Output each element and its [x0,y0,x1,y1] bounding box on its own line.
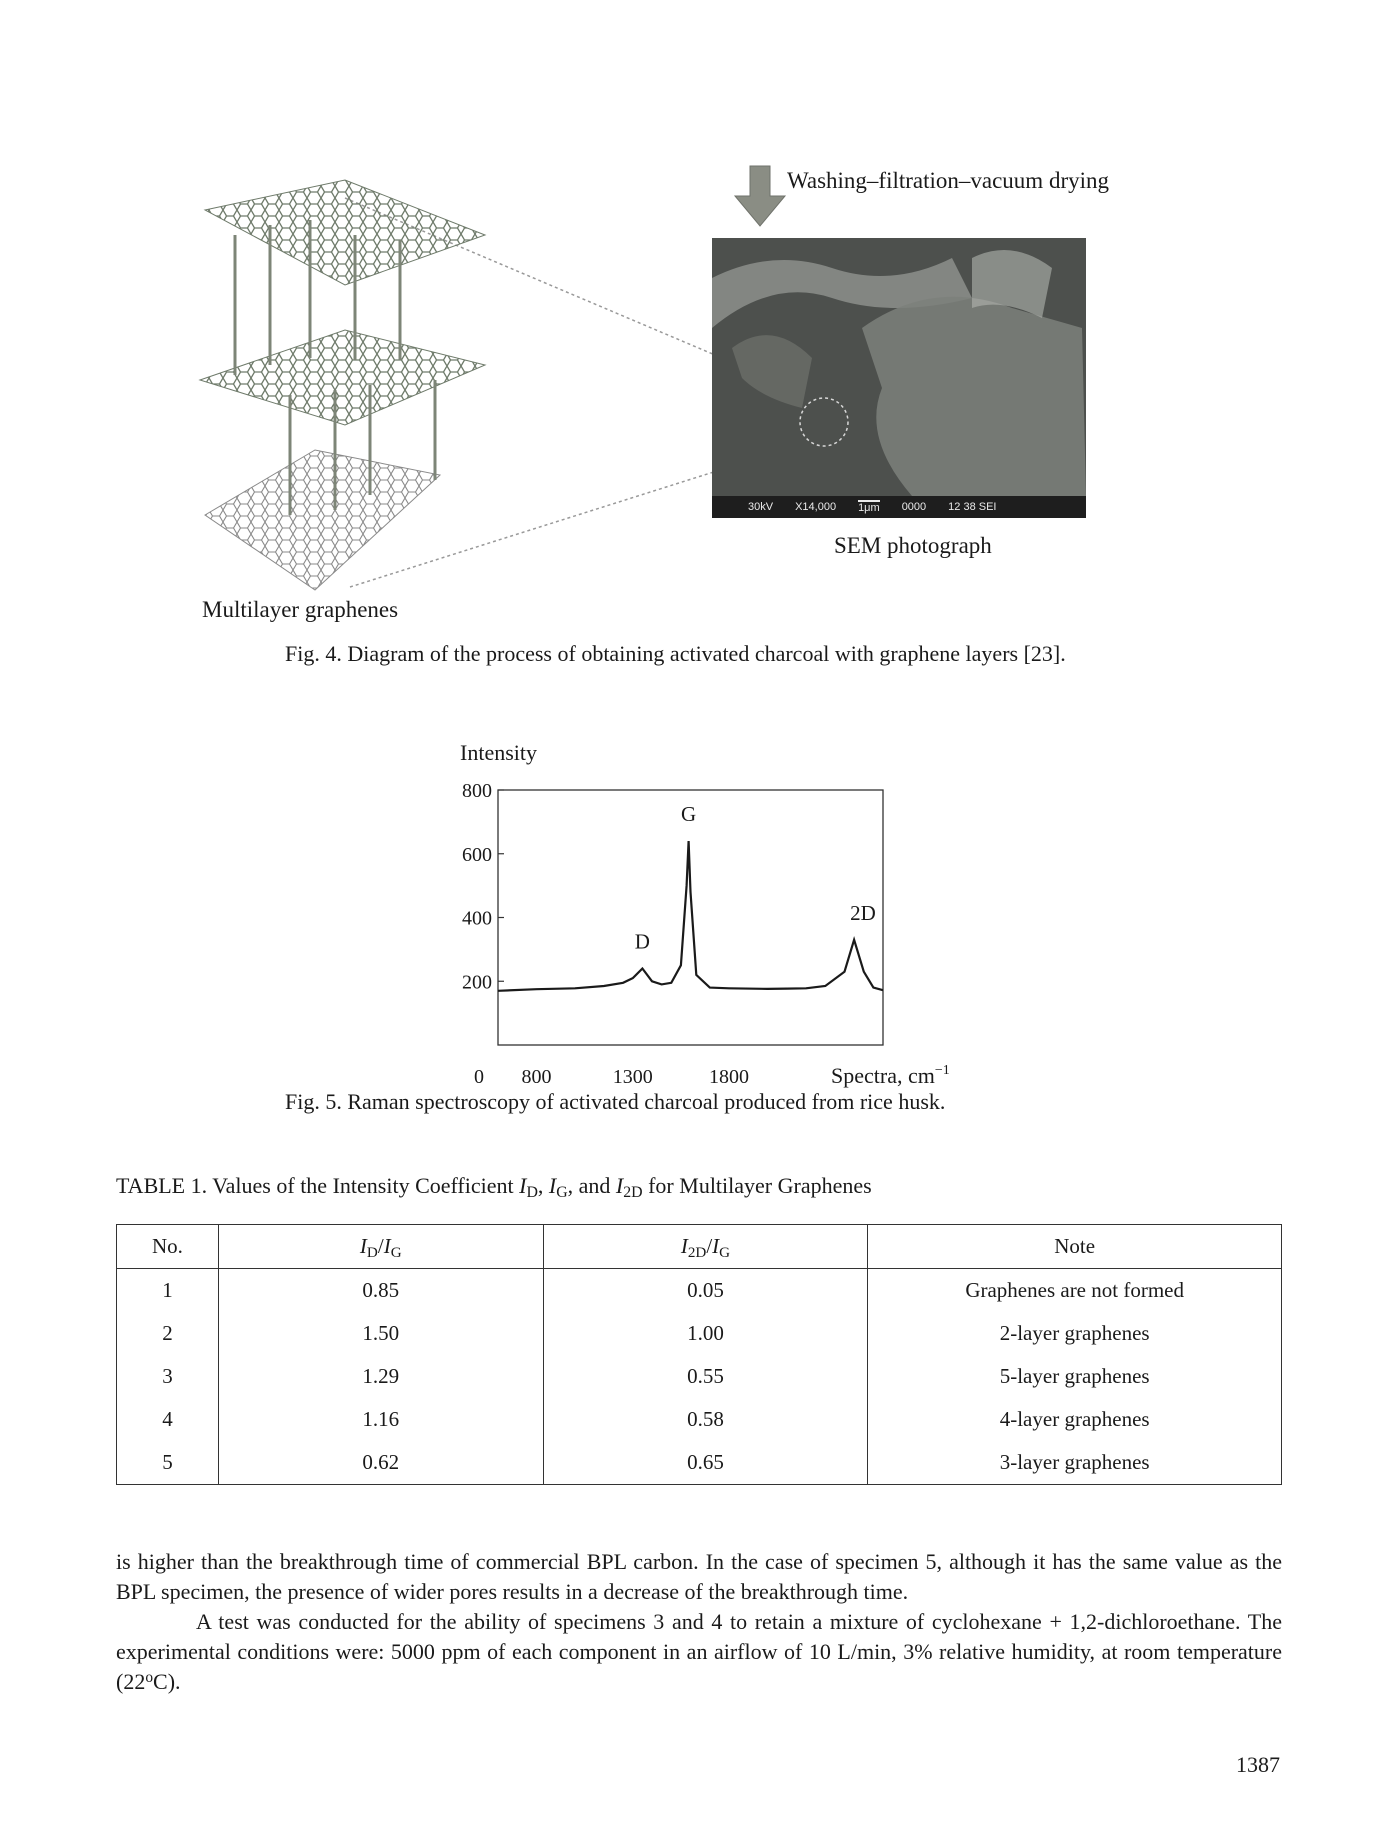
y-tick-label: 800 [462,780,492,802]
cell-id-ig: 0.62 [218,1441,543,1485]
paragraph-2-end: C). [153,1669,181,1694]
raman-series-line [498,841,883,991]
intensity-table [116,1224,1282,1485]
y-tick-label: 600 [462,843,492,866]
paragraph-1: is higher than the breakthrough time of commercial BPL carbon. In the case of specimen 5, although it has the same value as the BPL specimen, the presence of wider pores results in a decrease of the breakthrough time. [116,1549,1282,1604]
y-axis-label: Intensity [460,740,537,765]
x-axis-label: Spectra, $cm^{-1}$ [831,1063,950,1088]
cell-id-ig: 0.85 [218,1269,543,1313]
table-row [117,1269,1282,1313]
x-tick-label: 1300 [612,1066,653,1088]
graphene-sheet-middle [200,330,485,425]
sem-image [712,238,1086,496]
table-row [117,1312,1282,1355]
peak-label-2d: 2D [850,900,876,925]
table-title: TABLE 1. Values of the Intensity Coefficient $I_D$, $I_G$, and $I_{2D}$ for Multilayer Graphenes [116,1173,872,1201]
x-tick-label: 800 [521,1066,552,1088]
table-row [117,1441,1282,1485]
header-i2d-ig: $I_{2D}/I_G$ [543,1225,868,1269]
process-label: Washing–filtration–vacuum drying [787,168,1109,193]
cell-no: 1 [117,1269,219,1313]
cell-note: 5-layer graphenes [868,1355,1282,1398]
sem-detector: 12 38 SEI [948,501,997,513]
cell-no: 4 [117,1398,219,1441]
cell-note: 4-layer graphenes [868,1398,1282,1441]
paragraph-2 [116,1607,1282,1697]
table-row [117,1398,1282,1441]
page-number: 1387 [1236,1752,1280,1777]
cell-id-ig: 1.50 [218,1312,543,1355]
cell-i2d-ig: 0.65 [543,1441,868,1485]
sem-label: SEM photograph [834,533,992,558]
cell-note: Graphenes are not formed [868,1269,1282,1313]
plot-frame [498,790,883,1045]
down-arrow-icon [733,166,787,228]
header-note: Note [868,1225,1282,1269]
figure5-caption: Fig. 5. Raman spectroscopy of activated charcoal produced from rice husk. [285,1089,946,1114]
header-no: No. [117,1225,219,1269]
degree-sup: o [145,1669,154,1687]
sem-info-bar [712,496,1086,518]
sem-id: 0000 [901,501,927,513]
header-id-ig: $I_D/I_G$ [218,1225,543,1269]
cell-note: 2-layer graphenes [868,1312,1282,1355]
x-tick-label: 1800 [709,1066,749,1088]
cell-i2d-ig: 0.58 [543,1398,868,1441]
table-row [117,1355,1282,1398]
figure4-caption: Fig. 4. Diagram of the process of obtaining activated charcoal with graphene layers [23]. [285,641,1066,666]
sem-photograph [712,238,1086,518]
cell-i2d-ig: 0.55 [543,1355,868,1398]
table-header-row [117,1225,1282,1269]
raman-chart [430,735,1000,1088]
table-title-suffix: for Multilayer Graphenes [642,1173,872,1198]
cell-i2d-ig: 1.00 [543,1312,868,1355]
table-title-prefix: TABLE 1. Values of the Intensity Coefficient [116,1173,520,1198]
sem-scale: 1μm [858,502,880,514]
peak-label-d: D [634,929,650,954]
graphene-sheet-top [205,180,485,285]
sem-voltage: 30kV [748,501,774,513]
peak-label-g: G [680,802,697,826]
paragraph-2-text: A test was conducted for the ability of specimens 3 and 4 to retain a mixture of cyclohexane + 1,2-dichloroethane. The experimental conditions were: 5000 ppm of each component in an airflow of 10 L/min, 3% relative humidity, at room temperature (22 [116,1609,1282,1694]
graphene-sheet-bottom [205,450,440,590]
cell-id-ig: 1.16 [218,1398,543,1441]
cell-note: 3-layer graphenes [868,1441,1282,1485]
cell-i2d-ig: 0.05 [543,1269,868,1313]
multilayer-label: Multilayer graphenes [202,597,399,622]
y-tick-label: 400 [462,907,492,930]
cell-id-ig: 1.29 [218,1355,543,1398]
cell-no: 5 [117,1441,219,1485]
sem-magnification: X14,000 [795,501,837,513]
y-tick-label: 0 [474,1066,484,1088]
cell-no: 2 [117,1312,219,1355]
multilayer-graphene-diagram [195,180,495,600]
cell-no: 3 [117,1355,219,1398]
y-tick-label: 200 [462,971,492,994]
